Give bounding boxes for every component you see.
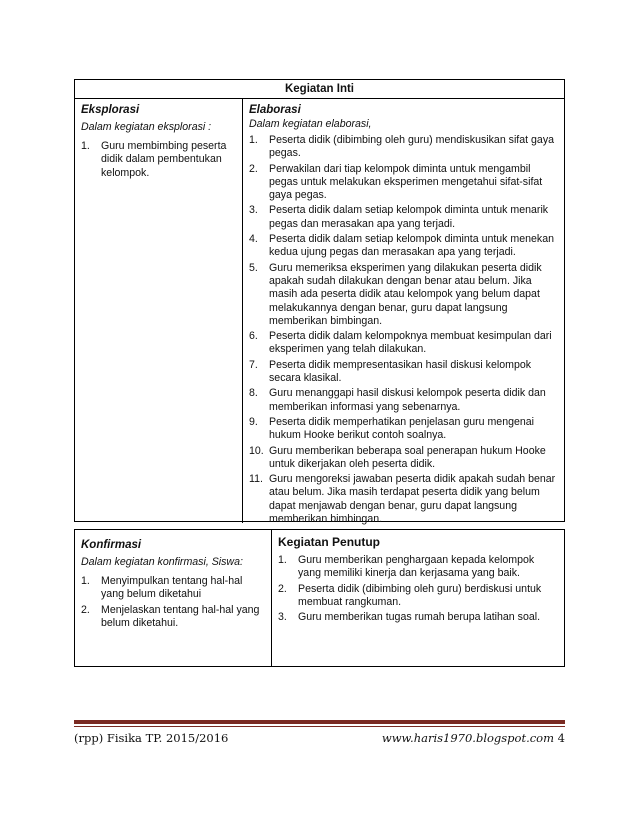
kegiatan-inti-header: Kegiatan Inti <box>75 80 564 99</box>
eksplorasi-list <box>81 140 236 180</box>
page-number: 4 <box>557 731 565 745</box>
list-item: 3. Guru memberikan tugas rumah berupa latihan soal. <box>278 611 541 624</box>
list-item: 9. Peserta didik memperhatikan penjelasan guru mengenai hukum Hooke berikut contoh soalnya. <box>249 415 535 442</box>
list-item: 3. Peserta didik dalam setiap kelompok diminta untuk menarik pegas dan merasakan apa yang terjadi. <box>249 204 549 230</box>
eksplorasi-intro: Dalam kegiatan eksplorasi : <box>81 121 212 133</box>
penutup-title: Kegiatan Penutup <box>278 535 381 549</box>
list-item: 11. Guru mengoreksi jawaban peserta didik apakah sudah benar atau belum. Jika masih terdapat peserta didik yang belum dapat menjawab dengan benar, guru dapat langsung memberikan bimbingan. <box>249 473 556 526</box>
footer-right <box>382 731 565 745</box>
kegiatan-inti-table <box>74 79 565 526</box>
konfirmasi-cell <box>75 530 272 666</box>
list-item: 2. Perwakilan dari tiap kelompok diminta untuk mengambil pegas untuk melakukan eksperimen mengetahui sifat-sifat gaya pegas. <box>249 162 543 202</box>
elaborasi-title: Elaborasi <box>249 104 301 116</box>
konfirmasi-list <box>81 575 265 630</box>
eksplorasi-title: Eksplorasi <box>81 104 140 116</box>
footer-doc-label: (rpp) Fisika TP. 2015/2016 <box>74 731 229 745</box>
list-item: 10. Guru memberikan beberapa soal penerapan hukum Hooke untuk dikerjakan oleh peserta didik. <box>249 444 546 470</box>
elaborasi-cell <box>243 99 564 526</box>
konfirmasi-penutup-table <box>74 529 565 667</box>
konfirmasi-title: Konfirmasi <box>81 539 142 551</box>
footer-site-link[interactable]: www.haris1970.blogspot.com <box>381 731 555 745</box>
list-item: 1. Guru membimbing peserta didik dalam pembentukan kelompok. <box>81 140 227 179</box>
list-item: 6. Peserta didik dalam kelompoknya membuat kesimpulan dari eksperimen yang telah dilakukan. <box>249 330 552 356</box>
eksplorasi-cell <box>75 99 243 523</box>
penutup-list <box>278 554 558 624</box>
elaborasi-list <box>249 134 558 526</box>
list-item: 1. Peserta didik (dibimbing oleh guru) mendiskusikan sifat gaya pegas. <box>249 134 555 160</box>
footer-rule-thin <box>74 726 565 727</box>
penutup-cell <box>272 530 564 666</box>
list-item: 7. Peserta didik mempresentasikan hasil diskusi kelompok secara klasikal. <box>249 358 532 385</box>
list-item: 4. Peserta didik dalam setiap kelompok diminta untuk menekan kedua ujung pegas dan merasakan apa yang terjadi. <box>249 233 555 259</box>
list-item: 1. Menyimpulkan tentang hal-hal yang belum diketahui <box>81 575 243 601</box>
list-item: 1. Guru memberikan penghargaan kepada kelompok yang memiliki kinerja dan kerjasama yang baik. <box>278 554 535 580</box>
footer-rule-thick <box>74 720 565 724</box>
elaborasi-intro: Dalam kegiatan elaborasi, <box>249 118 372 130</box>
list-item: 8. Guru menanggapi hasil diskusi kelompok peserta didik dan memberikan informasi yang sebenarnya. <box>249 387 546 413</box>
list-item: 2. Peserta didik (dibimbing oleh guru) berdiskusi untuk membuat rangkuman. <box>278 582 542 608</box>
konfirmasi-intro: Dalam kegiatan konfirmasi, Siswa: <box>81 556 243 568</box>
list-item: 5. Guru memeriksa eksperimen yang dilakukan peserta didik apakah sudah dilakukan dengan benar atau belum. Jika masih ada peserta didik atau kelompok yang belum dapat melakukannya dengan benar, guru dapat langsung memberikan bimbingan. <box>249 261 542 327</box>
list-item: 2. Menjelaskan tentang hal-hal yang belum diketahui. <box>81 603 260 629</box>
